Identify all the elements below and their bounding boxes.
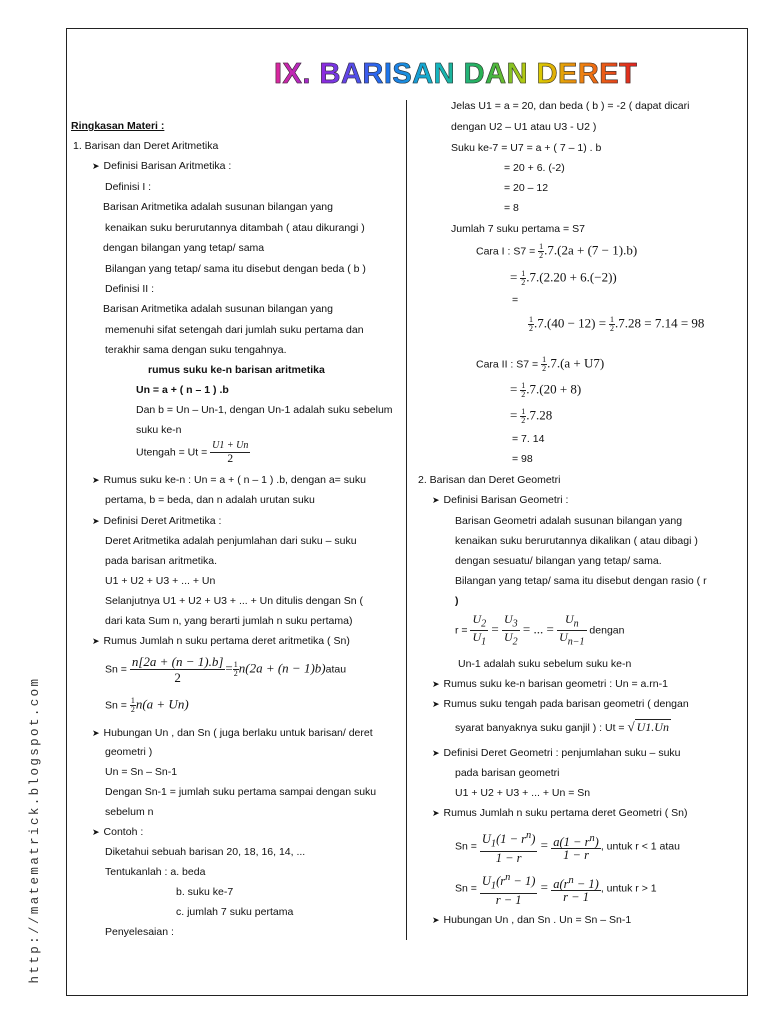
formula-label: r = [455, 624, 468, 637]
hubungan-line: Un = Sn – Sn-1 [105, 766, 178, 778]
bullet-rumus-geo [432, 678, 668, 691]
method-expr: .7.(2a + (7 − 1).b) [544, 242, 638, 258]
formula-condition: , untuk r < 1 atau [600, 840, 680, 853]
formula-rest: n(2a + (n − 1)b) [238, 660, 326, 676]
formula-condition: , untuk r > 1 [600, 882, 657, 895]
solution-line: = 20 – 12 [504, 182, 549, 194]
middle-term-formula [136, 440, 250, 465]
fraction-denominator: 2 [227, 453, 234, 465]
formula-un: Un = a + ( n – 1 ) .b [136, 384, 229, 396]
formula-or: atau [325, 663, 347, 676]
deret-geo-line: pada barisan geometri [455, 767, 560, 779]
example-line: c. jumlah 7 suku pertama [176, 906, 294, 918]
section-1-heading: 1. Barisan dan Deret Aritmetika [73, 140, 219, 152]
bullet-text: Rumus Jumlah n suku pertama deret Geometri ( Sn) [443, 807, 688, 819]
bullet-text: Rumus suku tengah pada barisan geometri ( dengan [443, 698, 689, 710]
bullet-suku-tengah [432, 698, 689, 711]
geometric-line: ) [455, 595, 459, 607]
arrow-bullet-icon: ➤ [432, 679, 440, 689]
fraction-numerator: n[2a + (n − 1).b] [131, 654, 224, 669]
bullet-text: Rumus Jumlah n suku pertama deret aritmetika ( Sn) [103, 635, 350, 647]
hubungan-line: sebelum n [105, 806, 154, 818]
bullet-text: Definisi Deret Geometri : penjumlahan suku – suku [443, 747, 681, 759]
definition-1-line: kenaikan suku berurutannya ditambah ( atau dikurangi ) [105, 222, 365, 234]
bullet-text: Hubungan Un , dan Sn . Un = Sn – Sn-1 [443, 914, 632, 926]
formula-label: rumus suku ke-n barisan aritmetika [148, 364, 325, 376]
sqrt-expr: U1.Un [636, 720, 669, 734]
method-expr: .7.(20 + 8) [526, 381, 582, 397]
example-line: b. suku ke-7 [176, 886, 234, 898]
method-1-line: = $\frac{1}{2}$ .7.(2.20 + 6.(−2)) [510, 269, 617, 287]
bullet-rumus-suku [92, 474, 366, 487]
example-line: Tentukanlah : a. beda [105, 866, 206, 878]
ratio-formula: r = $\frac{U_2}{U_1}$ = $\frac{U_3}{U_2}$ = ... = $\frac{U_n}{U_{n-1}}$ dengan [455, 612, 625, 648]
example-line: Diketahui sebuah barisan 20, 18, 16, 14, ... [105, 846, 306, 858]
method-expr: .7.(a + U7) [547, 355, 605, 371]
formula-label: Sn = [455, 882, 477, 895]
method-2-line: = $\frac{1}{2}$ .7.28 [510, 407, 553, 425]
bullet-text: Definisi Barisan Aritmetika : [103, 160, 232, 172]
watermark [26, 676, 44, 984]
sum-formula-2 [105, 697, 189, 714]
method-2-line: = 98 [512, 453, 533, 465]
half-fraction: $\frac{1}{2}$ [130, 696, 135, 714]
fraction-numerator: U1 + Un [212, 440, 249, 451]
difference-text: Dan b = Un – Un-1, dengan Un-1 adalah suku sebelum [136, 404, 393, 416]
column-divider [406, 100, 407, 940]
arrow-bullet-icon: ➤ [432, 495, 440, 505]
bullet-text: Rumus suku ke-n barisan geometri : Un = a.rn-1 [443, 678, 668, 690]
method-expr: .7.(40 − 12) = [534, 315, 607, 331]
hubungan-line: Dengan Sn-1 = jumlah suku pertama sampai dengan suku [105, 786, 377, 798]
bullet-text: Hubungan Un , dan Sn ( juga berlaku untuk barisan/ deret [103, 727, 373, 739]
geometric-line: Un-1 adalah suku sebelum suku ke-n [458, 658, 632, 670]
bullet-def-geometri [432, 494, 568, 507]
formula-label: Sn = [105, 699, 127, 712]
definition-1-line: Bilangan yang tetap/ sama itu disebut dengan beda ( b ) [105, 263, 366, 275]
formula-label: Sn = [455, 840, 477, 853]
middle-geo-formula: syarat banyaknya suku ganjil ) : Ut = √ U1.Un [455, 719, 669, 734]
geometric-line: kenaikan suku berurutannya dikalikan ( atau dibagi ) [455, 535, 698, 547]
definition-1-line: dengan bilangan yang tetap/ sama [103, 242, 265, 254]
geometric-line: Barisan Geometri adalah susunan bilangan yang [455, 515, 683, 527]
method-2-line: = $\frac{1}{2}$ .7.(20 + 8) [510, 381, 582, 399]
bullet-rumus-jumlah [92, 635, 350, 648]
arrow-bullet-icon: ➤ [432, 699, 440, 709]
arrow-bullet-icon: ➤ [432, 748, 440, 758]
bullet-def-deret [92, 515, 221, 528]
geometric-line: dengan sesuatu/ bilangan yang tetap/ sama. [455, 555, 662, 567]
difference-text-2: suku ke-n [136, 424, 182, 436]
arrow-bullet-icon: ➤ [432, 915, 440, 925]
bullet-contoh [92, 826, 143, 839]
arrow-bullet-icon: ➤ [92, 161, 100, 171]
definition-2-line: Barisan Aritmetika adalah susunan bilangan yang [103, 303, 333, 315]
fraction-denominator: 2 [174, 670, 181, 685]
arrow-bullet-icon: ➤ [92, 516, 100, 526]
summary-heading: Ringkasan Materi : [71, 120, 165, 132]
formula-rest: n(a + Un) [135, 696, 189, 712]
method-expr: .7.28 [526, 407, 553, 423]
arrow-bullet-icon: ➤ [432, 808, 440, 818]
arrow-bullet-icon: ➤ [92, 728, 100, 738]
bullet-text: Definisi Deret Aritmetika : [103, 515, 222, 527]
geo-sum-formula-1: Sn = $\frac{U_1(1 - r^n)}{1 - r}$ = $\frac{a(1 - r^n)}{1 - r}$ , untuk r < 1 atau [455, 830, 680, 865]
deret-line: pada barisan aritmetika. [105, 555, 218, 567]
bullet-def-deret-geo [432, 747, 681, 760]
method-expr: .7.(2.20 + 6.(−2)) [526, 269, 617, 285]
formula-text: dengan [589, 624, 625, 637]
solution-line: Jumlah 7 suku pertama = S7 [451, 223, 585, 235]
solution-line: = 20 + 6. (-2) [504, 162, 565, 174]
bullet-hubungan [92, 727, 373, 740]
bullet-continuation: pertama, b = beda, dan n adalah urutan suku [105, 494, 315, 506]
middle-term-label: Utengah = Ut = [136, 446, 208, 459]
ratio-text: Bilangan yang tetap/ sama itu disebut dengan rasio ( r [455, 575, 707, 587]
method-expr: .7.28 = 7.14 = 98 [615, 315, 705, 331]
page-title: IX. BARISAN DAN DERET [274, 58, 638, 90]
formula-label: Sn = [105, 663, 127, 676]
example-line: Penyelesaian : [105, 926, 174, 938]
arrow-bullet-icon: ➤ [92, 636, 100, 646]
solution-line: Jelas U1 = a = 20, dan beda ( b ) = -2 ( dapat dicari [451, 100, 690, 112]
definition-2-label: Definisi II : [105, 283, 155, 295]
geo-sum-formula-2: Sn = $\frac{U_1(r^n - 1)}{r - 1}$ = $\frac{a(r^n - 1)}{r - 1}$ , untuk r > 1 [455, 872, 657, 907]
bullet-text: Rumus suku ke-n : Un = a + ( n – 1 ) .b, dengan a= suku [103, 474, 366, 486]
solution-line: Suku ke-7 = U7 = a + ( 7 – 1) . b [451, 142, 602, 154]
definition-2-line: memenuhi sifat setengah dari jumlah suku pertama dan [105, 324, 364, 336]
solution-line: = 8 [504, 202, 519, 214]
deret-line: Deret Aritmetika adalah penjumlahan dari suku – suku [105, 535, 357, 547]
arrow-bullet-icon: ➤ [92, 827, 100, 837]
middle-term-fraction [210, 440, 250, 465]
sum-fraction [130, 654, 226, 685]
bullet-rumus-jml-geo [432, 807, 687, 820]
deret-sum: U1 + U2 + U3 + ... + Un [105, 575, 216, 587]
arrow-bullet-icon: ➤ [92, 475, 100, 485]
half-fraction: $\frac{1}{2}$ [233, 660, 238, 678]
bullet-hubungan-geo [432, 914, 631, 927]
method-1-line: $\frac{1}{2}$ .7.(40 − 12) = $\frac{1}{2}$ .7.28 = 7.14 = 98 [529, 315, 705, 333]
method-2-line: Cara II : S7 = $\frac{1}{2}$ .7.(a + U7) [476, 355, 605, 373]
section-2-heading: 2. Barisan dan Deret Geometri [418, 474, 561, 486]
bullet-text: Definisi Barisan Geometri : [443, 494, 569, 506]
deret-line: Selanjutnya U1 + U2 + U3 + ... + Un ditulis dengan Sn ( [105, 595, 363, 607]
method-1-line: Cara I : S7 = $\frac{1}{2}$ .7.(2a + (7 − 1).b) [476, 242, 638, 260]
definition-1-line: Barisan Aritmetika adalah susunan bilangan yang [103, 201, 333, 213]
geometric-line [455, 575, 707, 588]
sum-formula-1: Sn = $\frac{n[2a + (n - 1).b]}{2}$ = $\frac{1}{2}$ n(2a + (n − 1)b)atau [105, 654, 347, 685]
hubungan-line: geometri ) [105, 746, 153, 758]
definition-2-line: terakhir sama dengan suku tengahnya. [105, 344, 287, 356]
method-1-eq: = [512, 294, 519, 306]
method-label: Cara I : S7 = [476, 245, 536, 258]
method-2-line: = 7. 14 [512, 433, 545, 445]
bullet-def-arithmetic [92, 160, 231, 173]
method-label: Cara II : S7 = [476, 358, 539, 371]
deret-line: dari kata Sum n, yang berarti jumlah n suku pertama) [105, 615, 353, 627]
watermark-text: http://matematrick.blogspot.com [28, 676, 42, 984]
solution-line: dengan U2 – U1 atau U3 - U2 ) [451, 121, 597, 133]
definition-1-label: Definisi I : [105, 181, 152, 193]
formula-label: syarat banyaknya suku ganjil ) : Ut = [455, 722, 625, 734]
deret-geo-sum: U1 + U2 + U3 + ... + Un = Sn [455, 787, 591, 799]
bullet-text: Contoh : [103, 826, 144, 838]
